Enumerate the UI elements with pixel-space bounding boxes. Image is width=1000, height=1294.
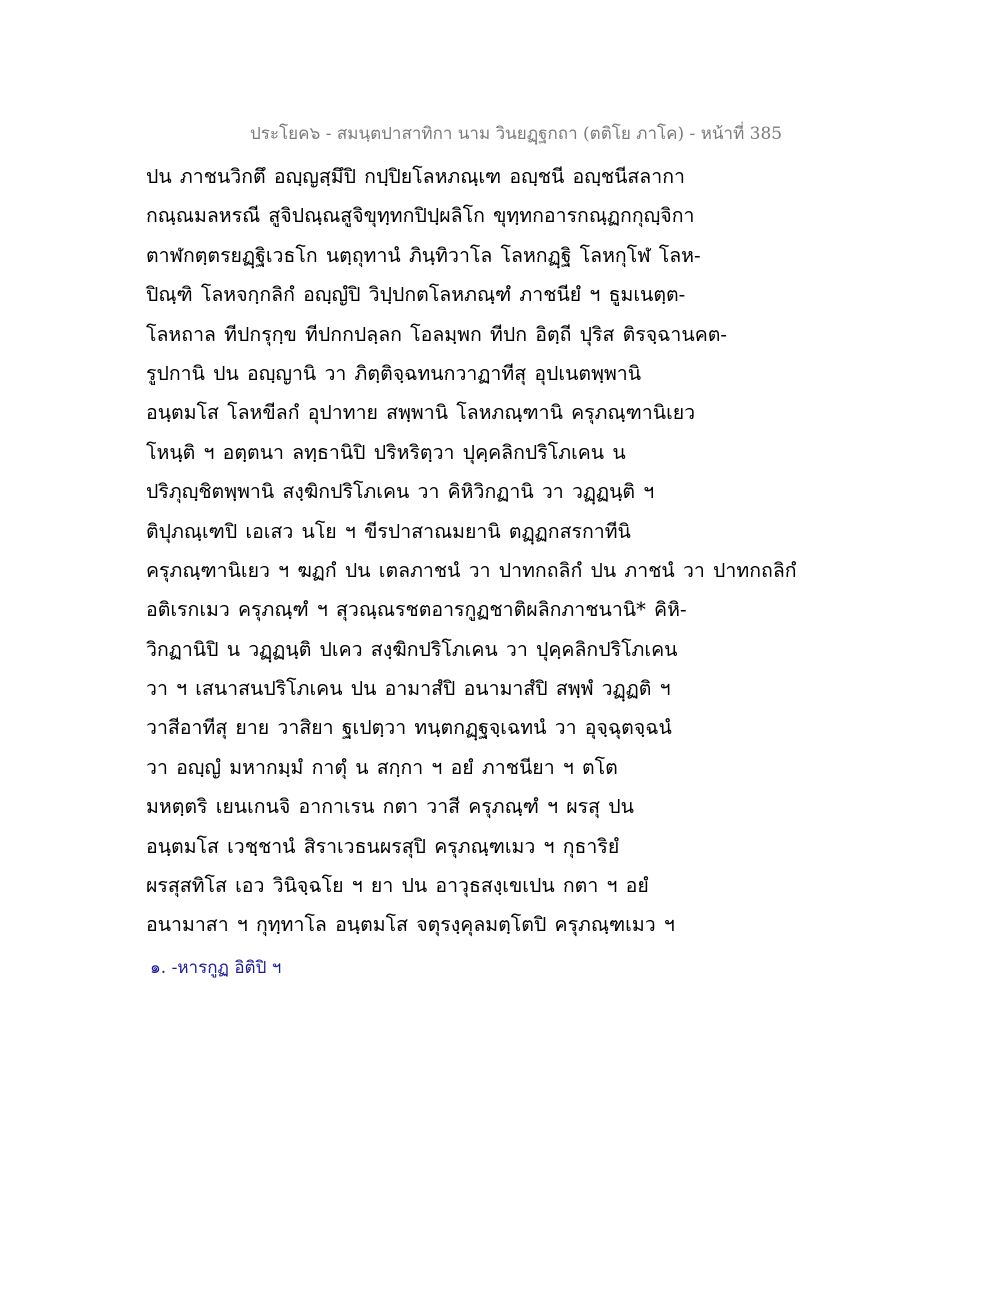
text-line: อนฺตมโส เวชฺชานํ สิราเวธนผรสุปิ ครุภณฺฑเมว ฯ กุธาริยํ	[146, 834, 620, 858]
text-line: วาสีอาทีสุ ยาย วาสิยา ฐเปตฺวา ทนฺตกฏฺฐจฺเฉทนํ วา อุจฺฉุตจฺฉนํ	[146, 716, 672, 740]
text-line: โหนฺติ ฯ อตฺตนา ลทฺธานิปิ ปริหริตฺวา ปุคฺคลิกปริโภเคน น	[146, 440, 626, 464]
text-line: ปริภุญฺชิตพฺพานิ สงฺฆิกปริโภเคน วา คิหิวิกฏานิ วา วฏฺฏนฺติ ฯ	[146, 480, 655, 504]
text-line: วา ฯ เสนาสนปริโภเคน ปน อามาสํปิ อนามาสํปิ สพฺพํ วฏฺฏติ ฯ	[146, 677, 671, 701]
text-line: วา อญฺญํ มหากมฺมํ กาตุํ น สกฺกา ฯ อยํ ภาชนียา ฯ ตโต	[146, 755, 618, 779]
text-line: อนามาสา ฯ กุทฺทาโล อนฺตมโส จตุรงฺคุลมตฺโตปิ ครุภณฺฑเมว ฯ	[146, 913, 675, 937]
page-header: ประโยค๖ - สมนฺตปาสาทิกา นาม วินยฏฺฐกถา (ตติโย ภาโค) - หน้าที่ 385	[250, 124, 783, 144]
text-line: กณฺณมลหรณี สูจิปณฺณสูจิขุทฺทกปิปฺผลิโก ขุทฺทกอารกณฺฏกกุญฺจิกา	[146, 204, 695, 228]
body-text	[146, 157, 797, 945]
text-line: ปิณฺฑิ โลหจกฺกลิกํ อญฺญํปิ วิปฺปกตโลหภณฺฑํ ภาชนียํ ฯ ธูมเนตฺต-	[146, 283, 686, 307]
text-line: ผรสุสทิโส เอว วินิจฺฉโย ฯ ยา ปน อาวุธสงฺเขเปน กตา ฯ อยํ	[146, 874, 649, 898]
text-line: วิกฏานิปิ น วฏฺฏนฺติ ปเคว สงฺฆิกปริโภเคน วา ปุคฺคลิกปริโภเคน	[146, 637, 678, 661]
text-line: โลหถาล ทีปกรุกฺข ทีปกกปลฺลก โอลมฺพก ทีปก อิตฺถี ปุริส ติรจฺฉานคต-	[146, 322, 727, 346]
text-line: ครุภณฺฑานิเยว ฯ ฆฏกํ ปน เตลภาชนํ วา ปาทกถลิกํ ปน ภาชนํ วา ปาทกถลิกํ	[146, 558, 797, 582]
text-line: มหตฺตริ เยนเกนจิ อากาเรน กตา วาสี ครุภณฺฑํ ฯ ผรสุ ปน	[146, 795, 634, 819]
footnote: ๑. -หารกูฏ อิติปิ ฯ	[150, 958, 282, 978]
text-line: ติปุภณฺเฑปิ เอเสว นโย ฯ ขีรปาสาณมยานิ ตฏฺฏกสรกาทีนิ	[146, 519, 631, 543]
text-line: อติเรกเมว ครุภณฺฑํ ฯ สุวณฺณรชตอารกูฏชาติผลิกภาชนานิ* คิหิ-	[146, 598, 687, 622]
text-line: ตาฬกตฺตรยฏฺฐิเวธโก นตฺถุทานํ ภินฺทิวาโล โลหกฏฺฐิ โลหกุโฬ โลห-	[146, 243, 701, 267]
text-line: อนฺตมโส โลหขีลกํ อุปาทาย สพฺพานิ โลหภณฺฑานิ ครุภณฺฑานิเยว	[146, 401, 696, 425]
text-line: ปน ภาชนวิกตึ อญฺญสฺมึปิ กปฺปิยโลหภณฺเฑ อญฺชนี อญฺชนีสลากา	[146, 165, 685, 188]
text-line: รูปกานิ ปน อญฺญานิ วา ภิตฺติจฺฉทนกวาฏาทีสุ อุปเนตพฺพานิ	[146, 361, 642, 385]
